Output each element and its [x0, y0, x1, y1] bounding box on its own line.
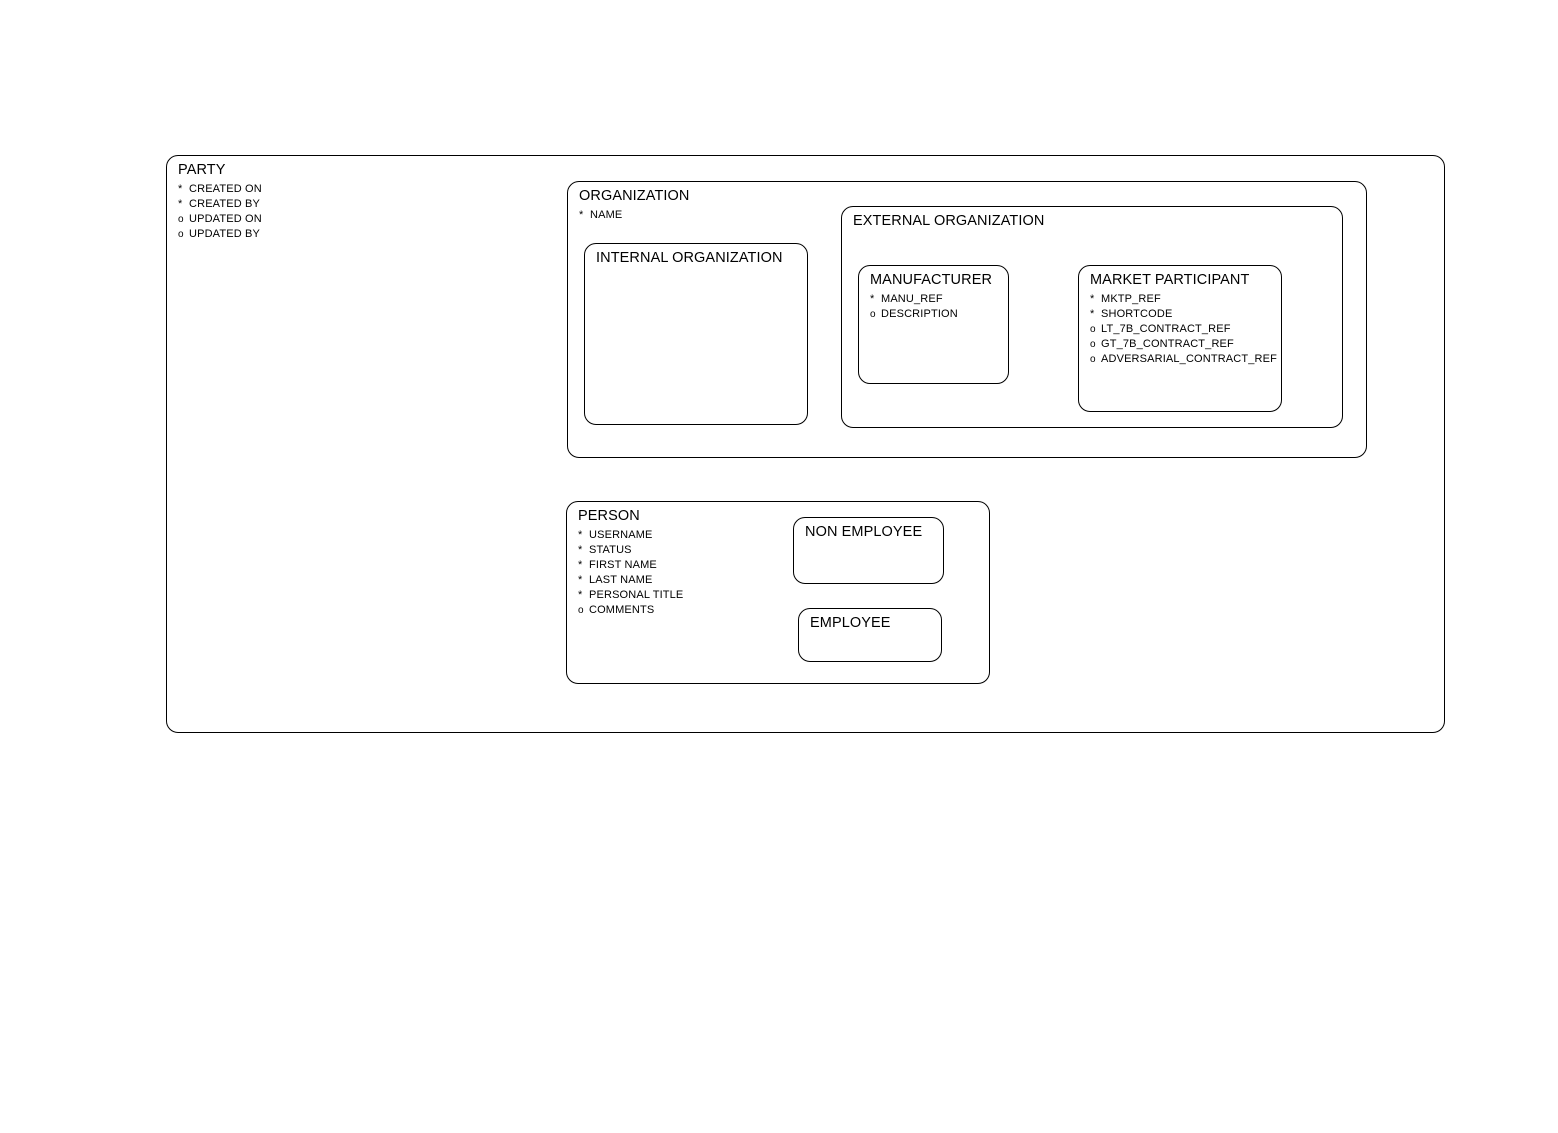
entity-market-participant[interactable] — [1078, 265, 1282, 412]
attribute-item — [178, 182, 262, 197]
attribute-mark: o — [1090, 339, 1096, 350]
attribute-mark: o — [870, 309, 876, 320]
attribute-list-market-participant — [1090, 292, 1285, 367]
entity-title-external-organization: EXTERNAL ORGANIZATION — [853, 213, 1045, 229]
attribute-mark: o — [1090, 324, 1096, 335]
entity-non-employee[interactable] — [793, 517, 944, 584]
attribute-label: MKTP_REF — [1101, 293, 1161, 305]
attribute-mark: * — [579, 209, 584, 221]
attribute-mark: * — [178, 198, 183, 210]
attribute-mark: * — [870, 293, 875, 305]
attribute-item — [579, 208, 622, 223]
attribute-list-party — [178, 182, 262, 242]
attribute-mark: o — [178, 229, 184, 240]
attribute-mark: o — [578, 605, 584, 616]
attribute-list-manufacturer — [870, 292, 958, 322]
attribute-mark: o — [1090, 354, 1096, 365]
entity-title-manufacturer: MANUFACTURER — [870, 272, 993, 288]
entity-title-organization: ORGANIZATION — [579, 188, 690, 204]
entity-title-party: PARTY — [178, 162, 226, 178]
attribute-mark: * — [578, 574, 583, 586]
attribute-mark: * — [578, 544, 583, 556]
attribute-label: PERSONAL TITLE — [589, 589, 684, 601]
attribute-item — [578, 573, 683, 588]
attribute-list-person — [578, 528, 683, 618]
attribute-item — [178, 197, 262, 212]
attribute-item — [578, 543, 683, 558]
attribute-label: FIRST NAME — [589, 559, 657, 571]
entity-title-non-employee: NON EMPLOYEE — [805, 524, 923, 540]
attribute-mark: o — [178, 214, 184, 225]
attribute-mark: * — [178, 183, 183, 195]
entity-title-employee: EMPLOYEE — [810, 615, 891, 631]
attribute-mark: * — [578, 529, 583, 541]
entity-title-person: PERSON — [578, 508, 640, 524]
attribute-list-organization — [579, 208, 622, 223]
entity-title-internal-organization: INTERNAL ORGANIZATION — [596, 250, 783, 266]
attribute-label: USERNAME — [589, 529, 653, 541]
attribute-label: DESCRIPTION — [881, 308, 958, 320]
attribute-item — [178, 212, 262, 227]
attribute-item — [578, 558, 683, 573]
attribute-item — [578, 603, 683, 618]
attribute-label: UPDATED ON — [189, 213, 262, 225]
attribute-label: GT_7B_CONTRACT_REF — [1101, 338, 1234, 350]
attribute-label: SHORTCODE — [1101, 308, 1173, 320]
attribute-label: COMMENTS — [589, 604, 655, 616]
attribute-item — [1090, 292, 1285, 307]
attribute-label: STATUS — [589, 544, 632, 556]
attribute-label: LAST NAME — [589, 574, 653, 586]
attribute-label: LT_7B_CONTRACT_REF — [1101, 323, 1231, 335]
attribute-item — [178, 227, 262, 242]
attribute-item — [1090, 337, 1285, 352]
entity-title-market-participant: MARKET PARTICIPANT — [1090, 272, 1250, 288]
attribute-label: ADVERSARIAL_CONTRACT_REF — [1101, 353, 1277, 365]
attribute-label: CREATED BY — [189, 198, 260, 210]
attribute-label: MANU_REF — [881, 293, 943, 305]
attribute-item — [1090, 307, 1285, 322]
attribute-item — [870, 292, 958, 307]
attribute-mark: * — [578, 559, 583, 571]
attribute-label: UPDATED BY — [189, 228, 260, 240]
entity-internal-organization[interactable] — [584, 243, 808, 425]
attribute-label: CREATED ON — [189, 183, 262, 195]
attribute-mark: * — [578, 589, 583, 601]
attribute-item — [1090, 322, 1285, 337]
attribute-mark: * — [1090, 293, 1095, 305]
attribute-mark: * — [1090, 308, 1095, 320]
attribute-item — [870, 307, 958, 322]
attribute-item — [578, 588, 683, 603]
entity-manufacturer[interactable] — [858, 265, 1009, 384]
entity-employee[interactable] — [798, 608, 942, 662]
attribute-item — [578, 528, 683, 543]
attribute-item — [1090, 352, 1285, 367]
attribute-label: NAME — [590, 209, 623, 221]
